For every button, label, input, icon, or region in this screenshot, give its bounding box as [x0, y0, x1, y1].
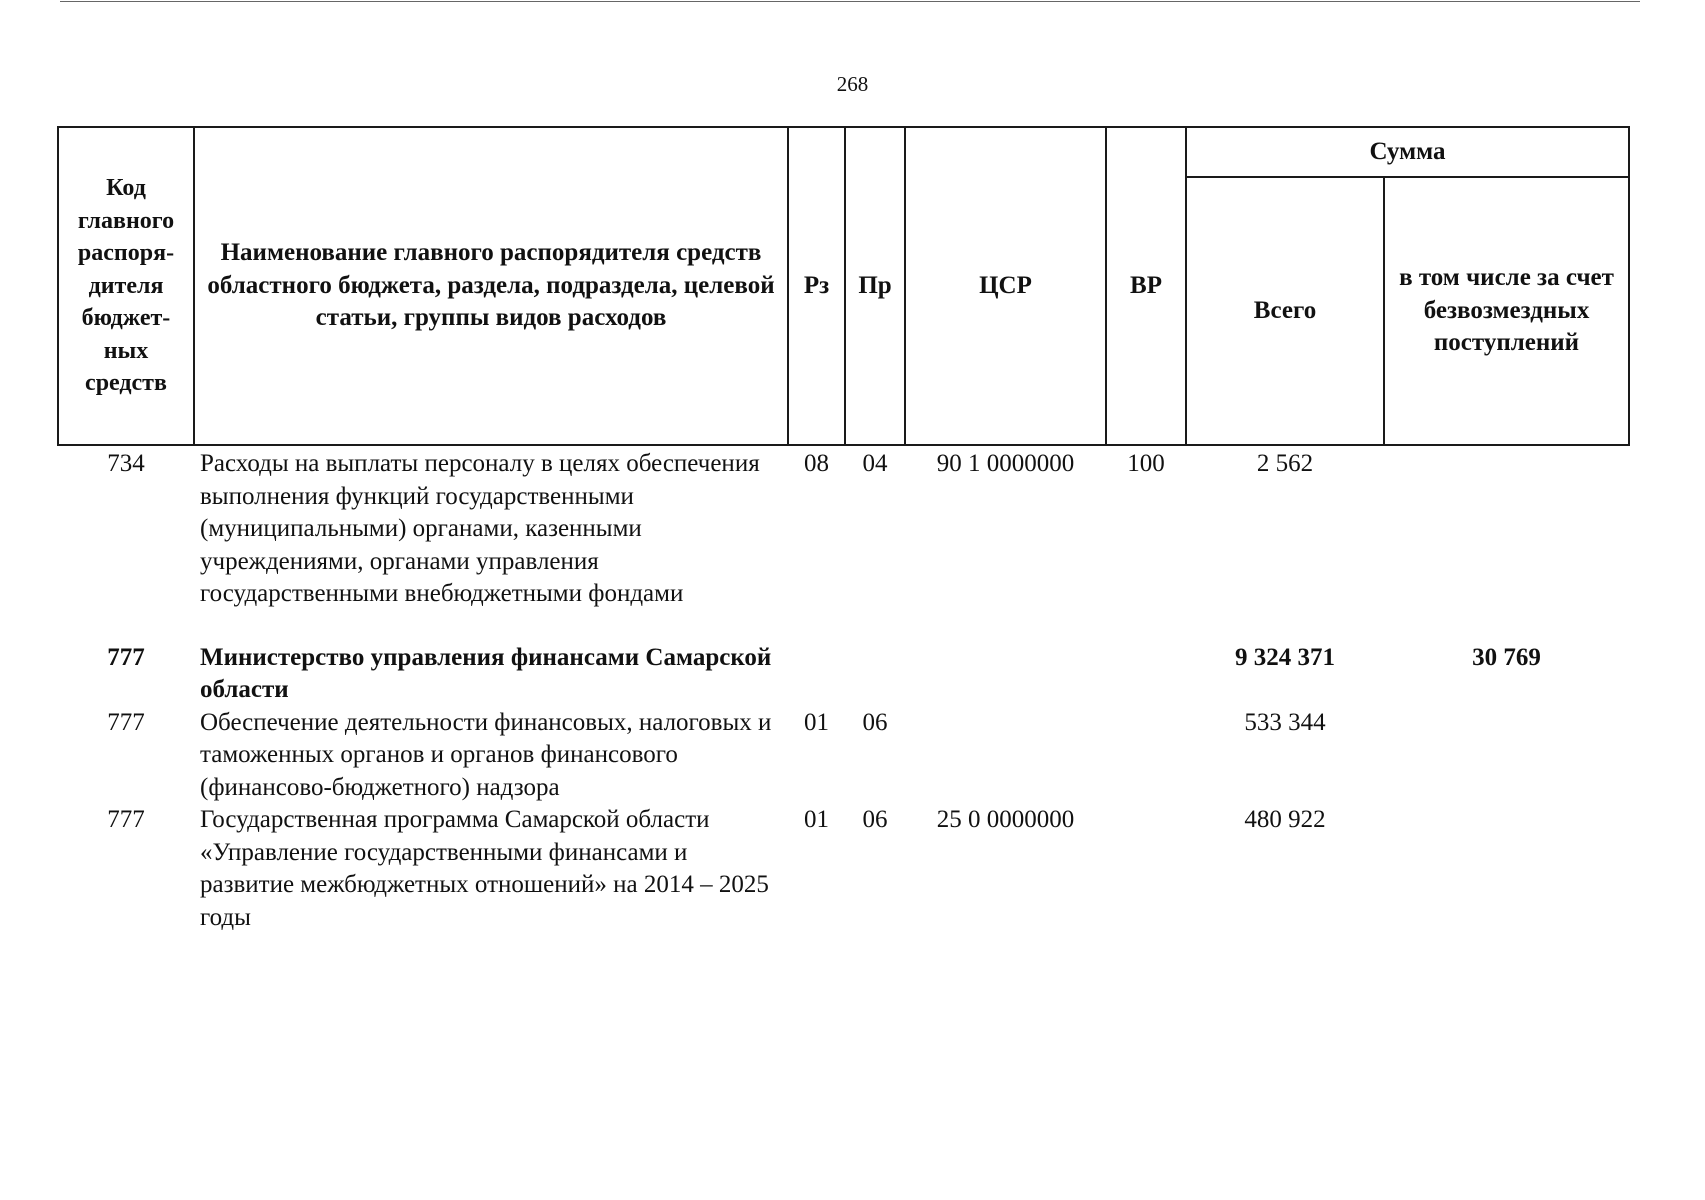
- row-total: 2 562: [1256, 450, 1314, 477]
- header-csr: ЦСР: [905, 127, 1106, 445]
- row-csr: [905, 707, 1106, 805]
- row-total: 533 344: [1244, 708, 1326, 736]
- table-row: [58, 707, 1629, 805]
- header-code: Код главного распоря-дителя бюджет-ных средств: [58, 127, 194, 445]
- row-free: 30 769: [1472, 643, 1541, 671]
- row-csr: 90 1 0000000: [936, 450, 1075, 477]
- row-total: 480 922: [1244, 806, 1326, 833]
- row-code: 777: [107, 708, 145, 736]
- row-pr: 06: [862, 806, 888, 833]
- row-free: [1384, 707, 1629, 805]
- row-free: [1384, 804, 1629, 934]
- row-rz: [788, 642, 845, 707]
- header-pr: Пр: [845, 127, 905, 445]
- table-row: [58, 642, 1629, 707]
- table-row: [58, 804, 1629, 934]
- header-vr: ВР: [1106, 127, 1186, 445]
- row-vr: [1106, 642, 1186, 707]
- row-free: [1384, 445, 1629, 611]
- page-number: 268: [836, 72, 869, 96]
- row-rz: 01: [804, 708, 829, 736]
- header-sum: Сумма: [1186, 127, 1629, 177]
- row-name: Расходы на выплаты персоналу в целях обеспечения выполнения функций государственными (муниципальными) органами, казенными учреждениями, органами управления государственными внебюджетными фондами: [200, 450, 760, 607]
- row-csr: 25 0 0000000: [936, 806, 1075, 833]
- row-vr: [1106, 804, 1186, 934]
- row-name: Министерство управления финансами Самарской области: [200, 643, 772, 703]
- row-code: 777: [107, 643, 145, 671]
- row-vr: [1106, 707, 1186, 805]
- row-total: 9 324 371: [1235, 643, 1335, 671]
- budget-table: [57, 126, 1630, 934]
- row-rz: 01: [804, 806, 829, 833]
- header-name: Наименование главного распорядителя средств областного бюджета, раздела, подраздела, целевой статьи, группы видов расходов: [194, 127, 788, 445]
- row-rz: 08: [804, 450, 829, 477]
- row-spacer: [58, 611, 1629, 642]
- row-pr: 04: [862, 450, 888, 477]
- row-name: Государственная программа Самарской области «Управление государственными финансами и развитие межбюджетных отношений» на 2014 – 2025 годы: [200, 806, 769, 931]
- top-rule: [60, 1, 1640, 2]
- row-vr: 100: [1127, 450, 1165, 477]
- table-row: [58, 445, 1629, 611]
- row-code: 777: [107, 806, 145, 833]
- row-code: 734: [107, 450, 145, 477]
- row-csr: [905, 642, 1106, 707]
- header-total: Всего: [1186, 177, 1384, 445]
- header-free: в том числе за счет безвозмездных поступлений: [1384, 177, 1629, 445]
- row-pr: [845, 642, 905, 707]
- row-name: Обеспечение деятельности финансовых, налоговых и таможенных органов и органов финансового (финансово-бюджетного) надзора: [200, 708, 772, 801]
- table-header: [58, 127, 1629, 445]
- header-rz: Рз: [788, 127, 845, 445]
- row-pr: 06: [862, 708, 888, 736]
